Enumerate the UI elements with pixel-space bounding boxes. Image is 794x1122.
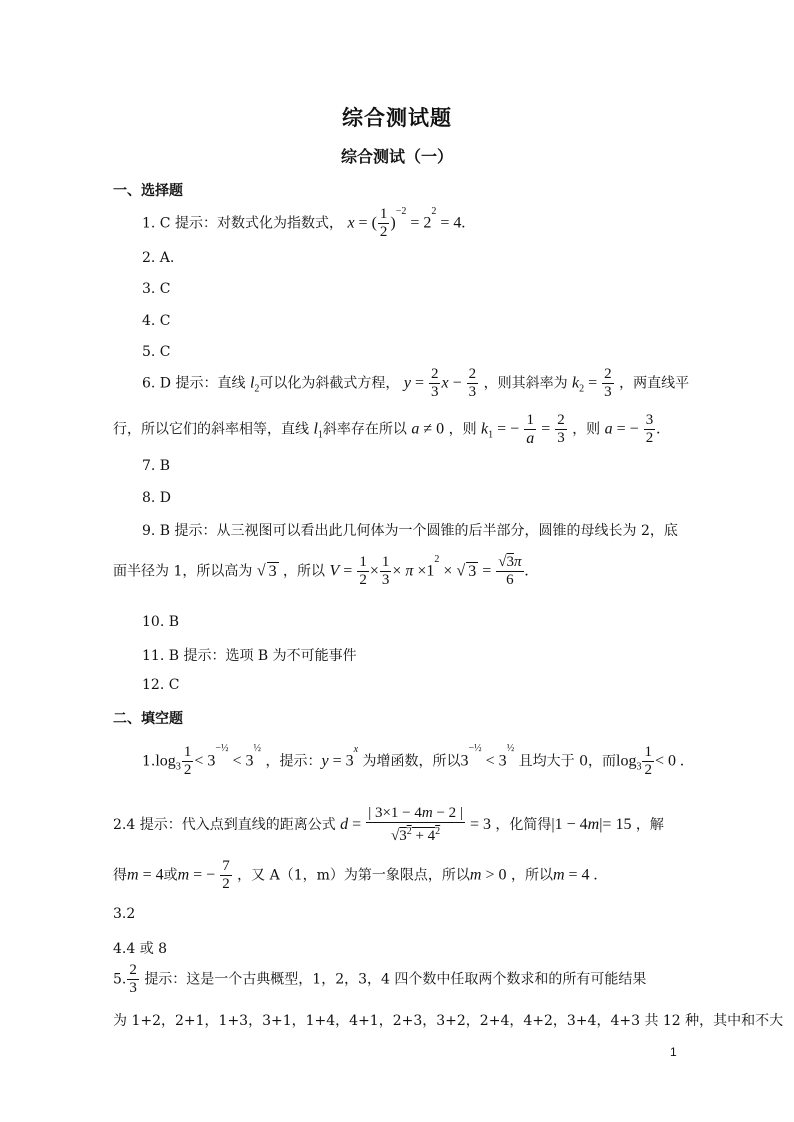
answer-4: 4. C	[142, 313, 171, 329]
page-number: 1	[670, 1045, 677, 1059]
answer-11: 11. B 提示：选项 B 为不可能事件	[142, 648, 357, 664]
page-subtitle: 综合测试（一）	[340, 147, 453, 166]
section-fill-heading: 二、填空题	[113, 711, 183, 727]
answer-10: 10. B	[142, 614, 180, 630]
fill-answer-4: 4.4 或 8	[113, 941, 168, 957]
answer-3: 3. C	[142, 281, 171, 297]
fill-answer-5-line1: 5. $\frac{2}{3}$ 提示：这是一个古典概型，1，2，3，4 四个数中任取两个数求和的所有可能结果	[113, 962, 647, 996]
fill-answer-1: $1.\log_3$ $\frac{1}{2}$ < $3^{-\frac{1}{2}} < 3^{\frac{1}{2}}$ ，提示：$y = 3^x$ 为增函数，所以$3^{-\frac{1}{2}} < 3^{\frac{1}{2}}$ 且均大于 0，而$\log_3$ $\frac{1}{2}$ < 0 .	[142, 742, 684, 778]
fill-answer-2-line1: 2.4 提示：代入点到直线的距离公式 d = $\frac{| 3\times 1 - 4m - 2 |}{√3^2 + 4^2}$ = 3 ，化简得|1 − 4m|= 15 ，解	[113, 805, 664, 844]
answer-6-line2: 行，所以它们的斜率相等，直线 $l_1$斜率存在所以 a ≠ 0 ，则 $k_1$ = − $\frac{1}{a}$ = $\frac{2}{3}$ ，则 a = − $\frac{3}{2}$ .	[113, 412, 661, 447]
fill-answer-3: 3.2	[113, 906, 136, 922]
answer-12: 12. C	[142, 677, 180, 693]
page-title: 综合测试题	[342, 105, 452, 130]
answer-2: 2. A.	[142, 250, 175, 266]
fill-answer-2-line2: 得m = 4或m = − $\frac{7}{2}$ ，又 A（1，m）为第一象限点，所以m > 0 ，所以m = 4 .	[113, 858, 598, 892]
answer-6-line1: 6. D 提示：直线 $l_2$可以化为斜截式方程， y = $\frac{2}{3}$ x − $\frac{2}{3}$ ，则其斜率为 $k_2$ = $\frac{2}{3}$ ，两直线平	[142, 366, 690, 400]
answer-8: 8. D	[142, 490, 172, 506]
answer-9-line1: 9. B 提示：从三视图可以看出此几何体为一个圆锥的后半部分，圆锥的母线长为 2，底	[142, 523, 678, 539]
fill-answer-5-line2: 为 1+2，2+1，1+3，3+1，1+4，4+1，2+3，3+2，2+4，4+2，3+4，4+3 共 12 种，其中和不大	[113, 1013, 784, 1029]
answer-1: 1. C 提示：对数式化为指数式， x = ( $\frac{1}{2}$ )$^{-2} = 2^2 = 4$.	[142, 205, 466, 240]
answer-9-line2: 面半径为 1，所以高为 √ 3 ，所以 V = $\frac{1}{2}$ × $\frac{1}{3}$ × $\pi \times 1^2$ × √ 3 = $\frac{√3\pi}{6}$ .	[113, 553, 529, 588]
answer-5: 5. C	[142, 344, 171, 360]
section-choice-heading: 一、选择题	[113, 183, 183, 199]
answer-7: 7. B	[142, 458, 171, 474]
